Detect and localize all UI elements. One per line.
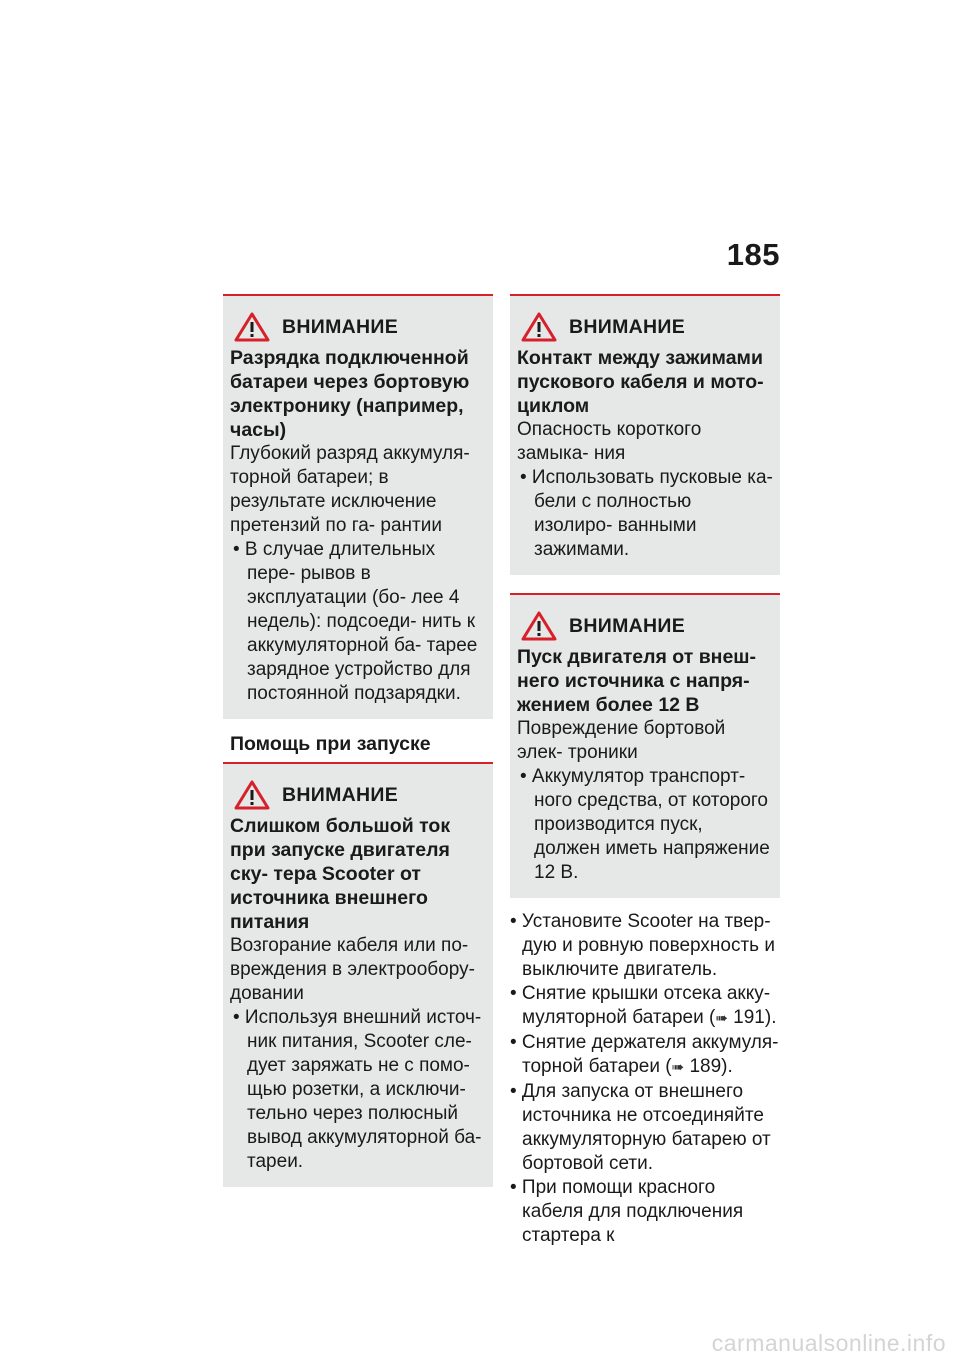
warning-bullet: • Использовать пусковые ка- бели с полностью изолиро- ванными зажимами. (520, 467, 773, 560)
warning-consequence: Опасность короткого замыка- ния (517, 419, 702, 464)
warning-title: ВНИМАНИЕ (569, 315, 686, 338)
warning-bullet: • В случае длительных пере- рывов в эксплуатации (бо- лее 4 недель): подсоеди- нить к аккумуляторной ба- тарее зарядное устройство для постоянной подзарядки. (233, 539, 478, 704)
page-number: 185 (726, 237, 780, 272)
left-column (223, 294, 493, 1187)
page-reference-arrow-icon: ➠ (671, 1059, 685, 1076)
warning-hazard: Пуск двигателя от внеш- него источника с напря- жением более 12 В (517, 646, 757, 716)
warning-box-deep-discharge (223, 294, 493, 719)
warning-triangle-icon (521, 312, 557, 342)
warning-triangle-icon (234, 312, 270, 342)
warning-triangle-icon (234, 780, 270, 810)
warning-hazard: Слишком большой ток при запуске двигателя ску- тера Scooter от источника внешнего питания (230, 815, 451, 933)
warning-bullet: • Используя внешний источ- ник питания, Scooter сле- дует заряжать не с помо- щью розетки, а исключи- тельно через полюсный вывод аккумуляторной ба- тареи. (233, 1007, 482, 1172)
warning-box-clamp-contact (510, 294, 780, 575)
warning-bullet: • Аккумулятор транспорт- ного средства, от которого производится пуск, должен иметь напряжение 12 В. (520, 766, 770, 883)
instruction-step: • При помощи красного кабеля для подключения стартера к (510, 1177, 744, 1246)
warning-title: ВНИМАНИЕ (282, 783, 399, 806)
instruction-step: • Для запуска от внешнего источника не отсоединяйте аккумуляторную батарею от бортовой сети. (510, 1081, 771, 1174)
warning-title: ВНИМАНИЕ (282, 315, 399, 338)
page-reference-arrow-icon: ➠ (715, 1010, 728, 1027)
right-column (510, 294, 780, 1248)
warning-box-jumpstart-current (223, 764, 493, 1187)
page-reference[interactable]: 189 (689, 1056, 722, 1077)
warning-consequence: Повреждение бортовой элек- троники (517, 718, 726, 763)
warning-triangle-icon (521, 611, 557, 641)
instruction-step: • Снятие крышки отсека акку- муляторной батареи (➠ 191). (510, 983, 777, 1028)
warning-consequence: Глубокий разряд аккумуля- торной батареи; в результате исключение претензий по га- рантии (230, 443, 470, 536)
instruction-steps (510, 910, 780, 1248)
watermark: carmanualsonline.info (711, 1330, 946, 1356)
instruction-step: • Снятие держателя аккумуля- торной батареи (➠ 189). (510, 1032, 779, 1077)
warning-title: ВНИМАНИЕ (569, 614, 686, 637)
warning-hazard: Контакт между зажимами пускового кабеля и мото- циклом (517, 347, 764, 417)
warning-box-overvoltage (510, 593, 780, 898)
page-reference[interactable]: 191 (733, 1007, 765, 1028)
warning-consequence: Возгорание кабеля или по- вреждения в электрообору- довании (230, 935, 475, 1004)
instruction-step: • Установите Scooter на твер- дую и ровную поверхность и выключите двигатель. (510, 911, 775, 980)
warning-hazard: Разрядка подключенной батареи через бортовую электронику (например, часы) (230, 347, 470, 441)
section-heading: Помощь при запуске (223, 732, 493, 764)
